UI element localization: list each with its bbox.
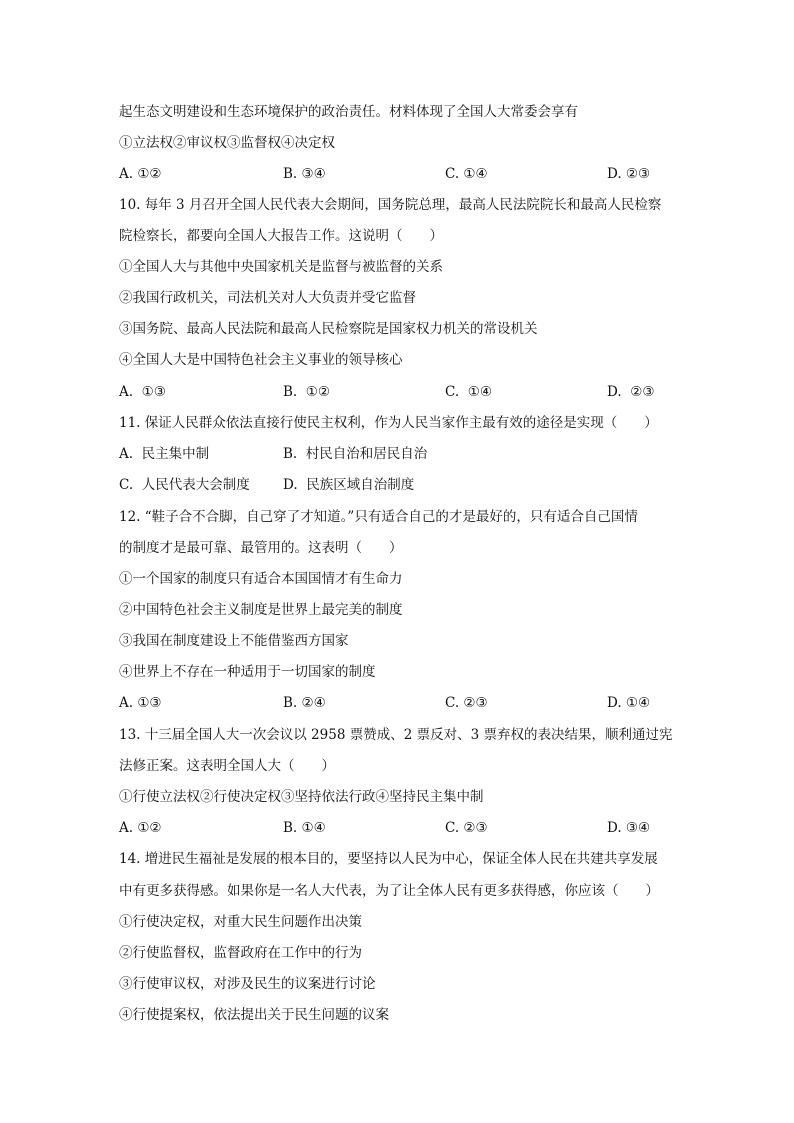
- q13-option-d[interactable]: D. ③④: [607, 820, 651, 836]
- q12-statement-1: ①一个国家的制度只有适合本国国情才有生命力: [119, 571, 403, 587]
- q10-statement-2: ②我国行政机关，司法机关对人大负责并受它监督: [119, 290, 416, 306]
- q12-statement-4: ④世界上不存在一种适用于一切国家的制度: [119, 664, 376, 680]
- q10-stem-line2: 院检察长，都要向全国人大报告工作。这说明（ ）: [119, 228, 443, 244]
- q13-stem-line2: 法修正案。这表明全国人大（ ）: [119, 758, 335, 774]
- q10-statement-4: ④全国人大是中国特色社会主义事业的领导核心: [119, 352, 403, 368]
- q12-option-b[interactable]: B. ②④: [283, 695, 326, 711]
- q10-statement-3: ③国务院、最高人民法院和最高人民检察院是国家权力机关的常设机关: [119, 321, 538, 337]
- q12-stem-line1: 12. “鞋子合不合脚，自己穿了才知道。”只有适合自己的才是最好的，只有适合自己国情: [119, 509, 638, 525]
- q9-option-c[interactable]: C. ①④: [445, 166, 488, 182]
- q12-statement-2: ②中国特色社会主义制度是世界上最完美的制度: [119, 602, 403, 618]
- q14-stem-line1: 14. 增进民生福祉是发展的根本目的，要坚持以人民为中心，保证全体人民在共建共享发展: [119, 851, 658, 867]
- q14-statement-1: ①行使决定权，对重大民生问题作出决策: [119, 914, 362, 930]
- q14-statement-2: ②行使监督权，监督政府在工作中的行为: [119, 945, 362, 961]
- q11-stem: 11. 保证人民群众依法直接行使民主权利，作为人民当家作主最有效的途径是实现（ ）: [119, 415, 658, 431]
- q11-option-a[interactable]: A. 民主集中制: [119, 446, 210, 462]
- q11-option-c[interactable]: C. 人民代表大会制度: [119, 477, 250, 493]
- q9-option-a[interactable]: A. ①②: [119, 166, 162, 182]
- q11-option-b[interactable]: B. 村民自治和居民自治: [283, 446, 428, 462]
- q10-option-c[interactable]: C. ①④: [445, 384, 492, 400]
- q13-stem-line1: 13. 十三届全国人大一次会议以 2958 票赞成、2 票反对、3 票弃权的表决结果，顺利通过宪: [119, 727, 673, 743]
- q12-option-d[interactable]: D. ①④: [607, 695, 651, 711]
- q10-stem-line1: 10. 每年 3 月召开全国人民代表大会期间，国务院总理，最高人民法院院长和最高人民检察: [119, 197, 662, 213]
- q9-option-d[interactable]: D. ②③: [607, 166, 651, 182]
- q9-stem-end: 起生态文明建设和生态环境保护的政治责任。材料体现了全国人大常委会享有: [119, 104, 578, 120]
- q9-statements: ①立法权②审议权③监督权④决定权: [119, 135, 335, 151]
- q12-statement-3: ③我国在制度建设上不能借鉴西方国家: [119, 633, 349, 649]
- q14-statement-4: ④行使提案权，依法提出关于民生问题的议案: [119, 1007, 389, 1023]
- q10-statement-1: ①全国人大与其他中央国家机关是监督与被监督的关系: [119, 259, 443, 275]
- q12-option-a[interactable]: A. ①③: [119, 695, 162, 711]
- q11-option-d[interactable]: D. 民族区域自治制度: [283, 477, 415, 493]
- q10-option-a[interactable]: A. ①③: [119, 384, 166, 400]
- q14-statement-3: ③行使审议权，对涉及民生的议案进行讨论: [119, 976, 376, 992]
- q13-statements: ①行使立法权②行使决定权③坚持依法行政④坚持民主集中制: [119, 789, 484, 805]
- q13-option-a[interactable]: A. ①②: [119, 820, 162, 836]
- q10-option-d[interactable]: D. ②③: [607, 384, 655, 400]
- q14-stem-line2: 中有更多获得感。如果你是一名人大代表，为了让全体人民有更多获得感，你应该（ ）: [119, 883, 659, 899]
- q9-option-b[interactable]: B. ③④: [283, 166, 326, 182]
- q13-option-c[interactable]: C. ②③: [445, 820, 488, 836]
- q12-stem-line2: 的制度才是最可靠、最管用的。这表明（ ）: [119, 540, 403, 556]
- q13-option-b[interactable]: B. ①④: [283, 820, 326, 836]
- q12-option-c[interactable]: C. ②③: [445, 695, 488, 711]
- q10-option-b[interactable]: B. ①②: [283, 384, 330, 400]
